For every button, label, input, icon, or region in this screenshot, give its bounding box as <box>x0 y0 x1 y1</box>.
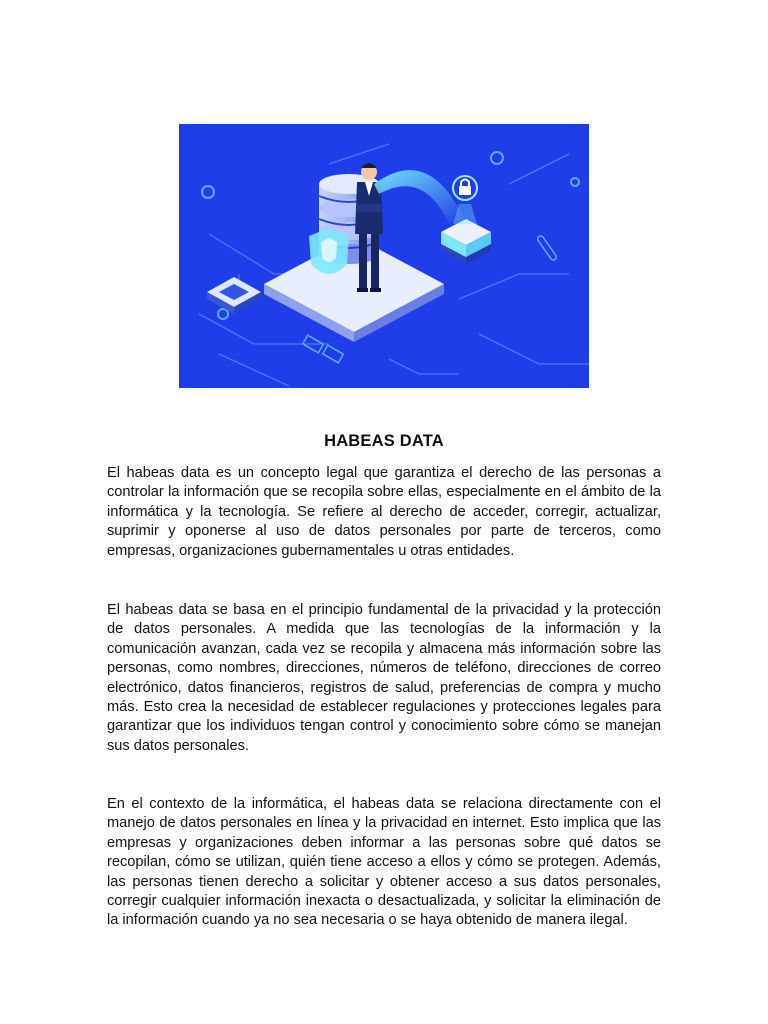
page-title: HABEAS DATA <box>324 432 444 450</box>
hero-illustration <box>179 124 589 388</box>
paragraph-privacy-principle: El habeas data se basa en el principio fundamental de la privacidad y la protección de datos personales. A medida que las tecnologías de la información y la comunicación avanzan, cada vez se recopila y almacena más información sobre las personas, como nombres, direcciones, números de teléfono, direcciones de correo electrónico, datos financieros, registros de salud, preferencias de compra y mucho más. Esto crea la necesidad de establecer regulaciones y protecciones legales para garantizar que los individuos tengan control y conocimiento sobre cómo se manejan sus datos personales. <box>107 602 661 754</box>
paragraph-computing-context: En el contexto de la informática, el habeas data se relaciona directamente con el manejo de datos personales en línea y la privacidad en internet. Esto implica que las empresas y organizaciones deben informar a las personas sobre qué datos se recopilan, cómo se utilizan, quién tiene acceso a ellos y cómo se protegen. Además, las personas tienen derecho a solicitar y obtener acceso a sus datos personales, corregir cualquier información inexacta o desactualizada, y solicitar la eliminación de la información cuando ya no sea necesaria o se haya obtenido de manera ilegal. <box>107 796 661 929</box>
paragraph-definition: El habeas data es un concepto legal que garantiza el derecho de las personas a controlar la información que se recopila sobre ellas, especialmente en el ámbito de la informática y la tecnología. Se refiere al derecho de acceder, corregir, actualizar, suprimir y oponerse al uso de datos personales por parte de terceros, como empresas, organizaciones gubernamentales u otras entidades. <box>107 465 661 559</box>
